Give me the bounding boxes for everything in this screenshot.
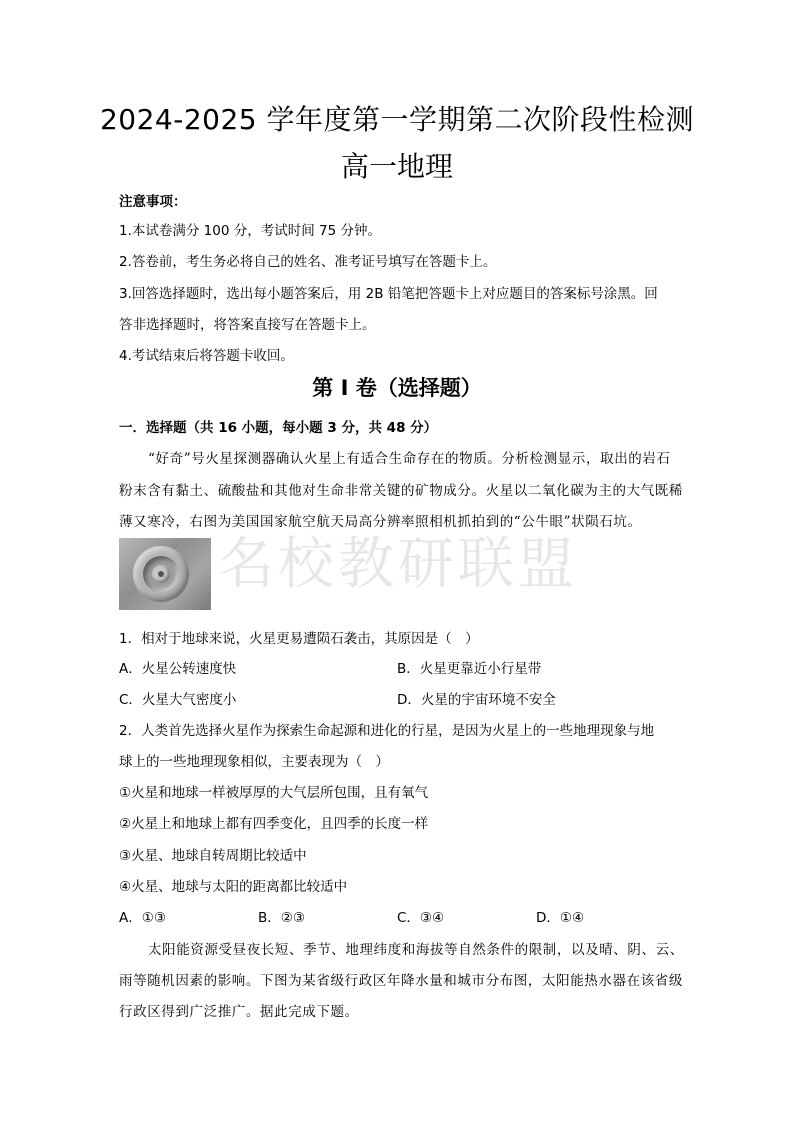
crater-photo: [119, 538, 211, 610]
exam-subject: 高一地理: [340, 150, 453, 183]
question-1-stem: 1．相对于地球来说，火星更易遭陨石袭击，其原因是（ ）: [119, 631, 479, 647]
q2-statement: ②火星上和地球上都有四季变化，且四季的长度一样: [119, 816, 429, 832]
q1-option-c: C．火星大气密度小: [119, 692, 237, 708]
question-2-stem: 2．人类首先选择火星作为探索生命起源和进化的行星，是因为火星上的一些地理现象与地: [119, 723, 655, 739]
q1-option-d: D．火星的宇宙环境不安全: [397, 692, 556, 708]
q2-option-d: D．①④: [536, 910, 585, 926]
passage-line: 行政区得到广泛推广。据此完成下题。: [119, 1004, 359, 1020]
section-title: 第 I 卷（选择题）: [312, 376, 482, 400]
q1-option-a: A．火星公转速度快: [119, 661, 237, 677]
watermark: 名校教研联盟: [218, 532, 578, 597]
passage-line: “好奇”号火星探测器确认火星上有适合生命存在的物质。分析检测显示，取出的岩石: [148, 451, 671, 467]
q2-statement: ①火星和地球一样被厚厚的大气层所包围，且有氧气: [119, 785, 429, 801]
q1-option-b: B．火星更靠近小行星带: [397, 661, 542, 677]
passage-line: 粉末含有黏土、硫酸盐和其他对生命非常关键的矿物成分。火星以二氧化碳为主的大气既稀: [119, 483, 683, 499]
passage-line: 薄又寒冷，右图为美国国家航空航天局高分辨率照相机抓拍到的“公牛眼”状陨石坑。: [119, 514, 642, 530]
notice-item: 2.答卷前，考生务必将自己的姓名、准考证号填写在答题卡上。: [119, 254, 497, 270]
question-2-stem: 球上的一些地理现象相似，主要表现为（ ）: [119, 754, 389, 770]
q2-statement: ④火星、地球与太阳的距离都比较适中: [119, 879, 348, 895]
notice-item: 1.本试卷满分 100 分，考试时间 75 分钟。: [119, 223, 381, 239]
notice-item: 答非选择题时，将答案直接写在答题卡上。: [119, 317, 376, 333]
q2-option-a: A．①③: [119, 910, 166, 926]
q2-statement: ③火星、地球自转周期比较适中: [119, 848, 307, 864]
notice-item: 3.回答选择题时，选出每小题答案后，用 2B 铅笔把答题卡上对应题目的答案标号涂黑。回: [119, 286, 658, 302]
q2-option-b: B．②③: [258, 910, 305, 926]
exam-title: 2024-2025 学年度第一学期第二次阶段性检测: [99, 103, 695, 136]
part-heading: 一．选择题（共 16 小题，每小题 3 分，共 48 分）: [119, 420, 438, 436]
passage-line: 太阳能资源受昼夜长短、季节、地理纬度和海拔等自然条件的限制，以及晴、阴、云、: [148, 942, 684, 958]
passage-line: 雨等随机因素的影响。下图为某省级行政区年降水量和城市分布图，太阳能热水器在该省级: [119, 973, 683, 989]
notice-heading: 注意事项：: [119, 194, 187, 210]
q2-option-c: C．③④: [397, 910, 445, 926]
notice-item: 4.考试结束后将答题卡收回。: [119, 348, 294, 364]
